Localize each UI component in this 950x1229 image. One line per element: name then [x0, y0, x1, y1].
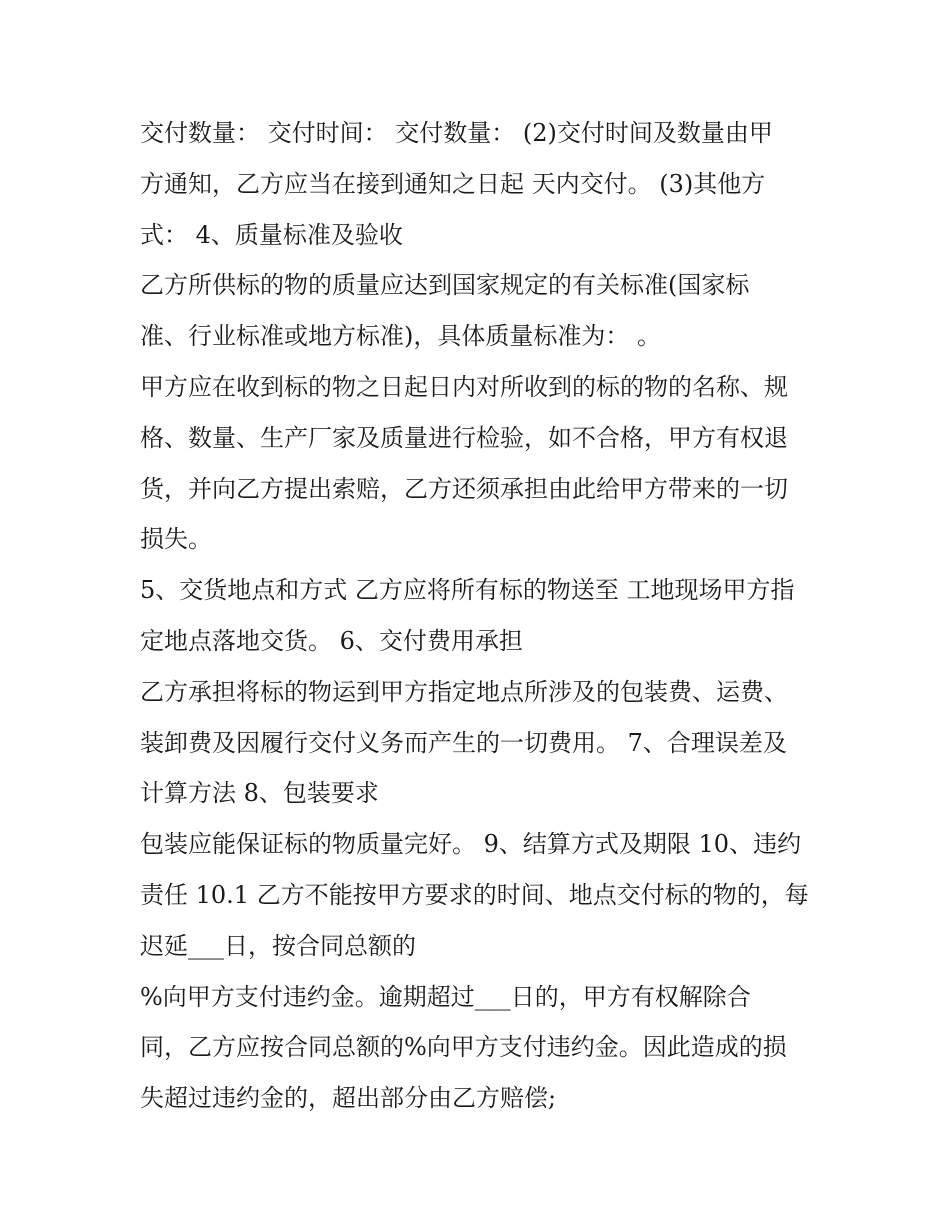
text-line: %向甲方支付违约金。逾期超过___日的，甲方有权解除合 [140, 982, 751, 1011]
text-line: 包装应能保证标的物质量完好。 9、结算方式及期限 10、违约 [140, 830, 802, 859]
text-line: 5、交货地点和方式 乙方应将所有标的物送至 工地现场甲方指 [140, 576, 795, 605]
text-line: 方通知，乙方应当在接到通知之日起 天内交付。 (3)其他方 [140, 169, 766, 198]
text-line: 式： 4、质量标准及验收 [140, 220, 403, 249]
text-line: 格、数量、生产厂家及质量进行检验，如不合格，甲方有权退 [140, 423, 788, 452]
text-line: 同，乙方应按合同总额的%向甲方支付违约金。因此造成的损 [140, 1033, 787, 1062]
text-line: 责任 10.1 乙方不能按甲方要求的时间、地点交付标的物的，每 [140, 880, 809, 909]
contract-body-text [140, 108, 820, 1124]
text-line: 计算方法 8、包装要求 [140, 779, 379, 808]
text-line: 交付数量： 交付时间： 交付数量： (2)交付时间及数量由甲 [140, 119, 773, 147]
text-line: 失超过违约金的，超出部分由乙方赔偿; [140, 1084, 557, 1113]
text-line: 乙方承担将标的物运到甲方指定地点所涉及的包装费、运费、 [140, 677, 788, 706]
text-line: 乙方所供标的物的质量应达到国家规定的有关标准(国家标 [140, 271, 750, 300]
text-line: 准、行业标准或地方标准)，具体质量标准为： 。 [140, 322, 661, 351]
text-line: 装卸费及因履行交付义务而产生的一切费用。 7、合理误差及 [140, 728, 787, 757]
text-line: 损失。 [140, 525, 212, 554]
text-line: 定地点落地交货。 6、交付费用承担 [140, 626, 523, 655]
text-line: 迟延___日，按合同总额的 [140, 931, 416, 960]
text-line: 货，并向乙方提出索赔，乙方还须承担由此给甲方带来的一切 [140, 474, 788, 503]
text-line: 甲方应在收到标的物之日起日内对所收到的标的物的名称、规 [140, 372, 788, 401]
